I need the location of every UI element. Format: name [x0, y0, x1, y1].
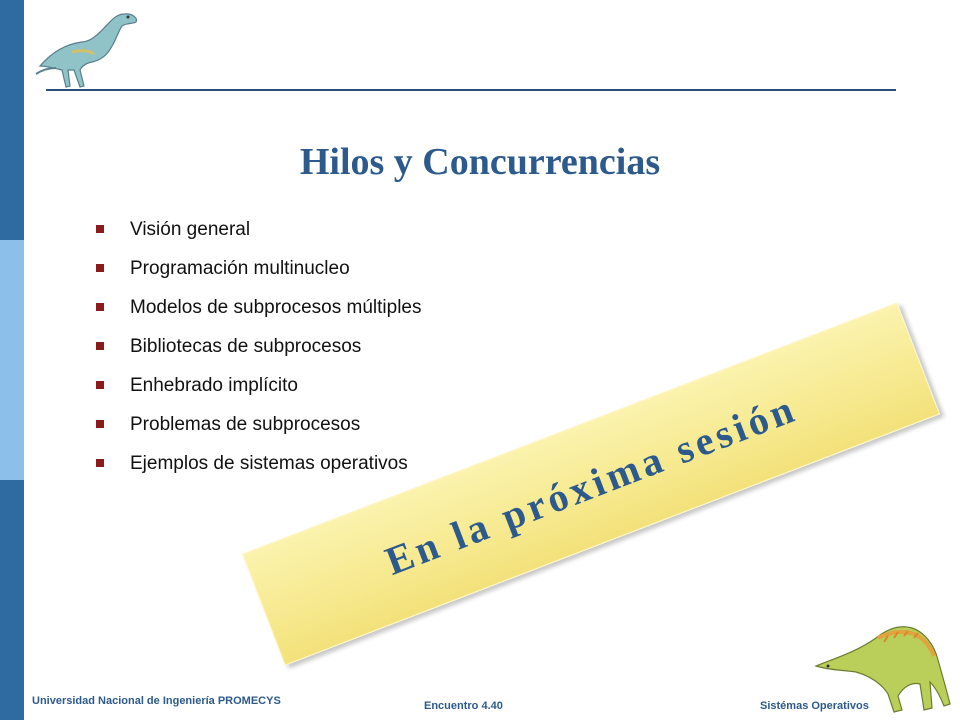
bullet-list	[96, 214, 422, 487]
bullet-marker	[96, 420, 104, 428]
sidebar-segment-middle	[0, 240, 24, 480]
sidebar-segment-top	[0, 0, 24, 240]
bullet-item	[96, 331, 422, 370]
bullet-text: Bibliotecas de subprocesos	[130, 336, 362, 357]
bullet-marker	[96, 225, 104, 233]
bullet-text: Modelos de subprocesos múltiples	[130, 297, 422, 318]
bullet-item	[96, 292, 422, 331]
top-divider-line	[46, 89, 896, 91]
banner-text: En la próxima sesión	[379, 384, 803, 584]
sidebar-segment-bottom	[0, 480, 24, 720]
footer-course-name: Sistémas Operativos	[760, 700, 869, 712]
dinosaur-icon	[32, 4, 148, 94]
bullet-item	[96, 409, 422, 448]
bullet-marker	[96, 342, 104, 350]
bullet-text: Problemas de subprocesos	[130, 414, 361, 435]
bullet-marker	[96, 459, 104, 467]
bullet-item	[96, 253, 422, 292]
bullet-item	[96, 370, 422, 409]
bullet-marker	[96, 303, 104, 311]
bullet-marker	[96, 381, 104, 389]
bullet-text: Programación multinucleo	[130, 258, 350, 279]
bullet-marker	[96, 264, 104, 272]
bullet-item	[96, 448, 422, 487]
bullet-text: Enhebrado implícito	[130, 375, 298, 396]
bullet-text: Visión general	[130, 219, 251, 240]
bullet-text: Ejemplos de sistemas operativos	[130, 453, 408, 474]
footer-institution: Universidad Nacional de Ingeniería PROMECYS	[32, 695, 281, 707]
left-sidebar-bar	[0, 0, 24, 720]
slide-title: Hilos y Concurrencias	[299, 141, 661, 183]
footer-slide-number: Encuentro 4.40	[424, 700, 503, 712]
bullet-item	[96, 214, 422, 253]
